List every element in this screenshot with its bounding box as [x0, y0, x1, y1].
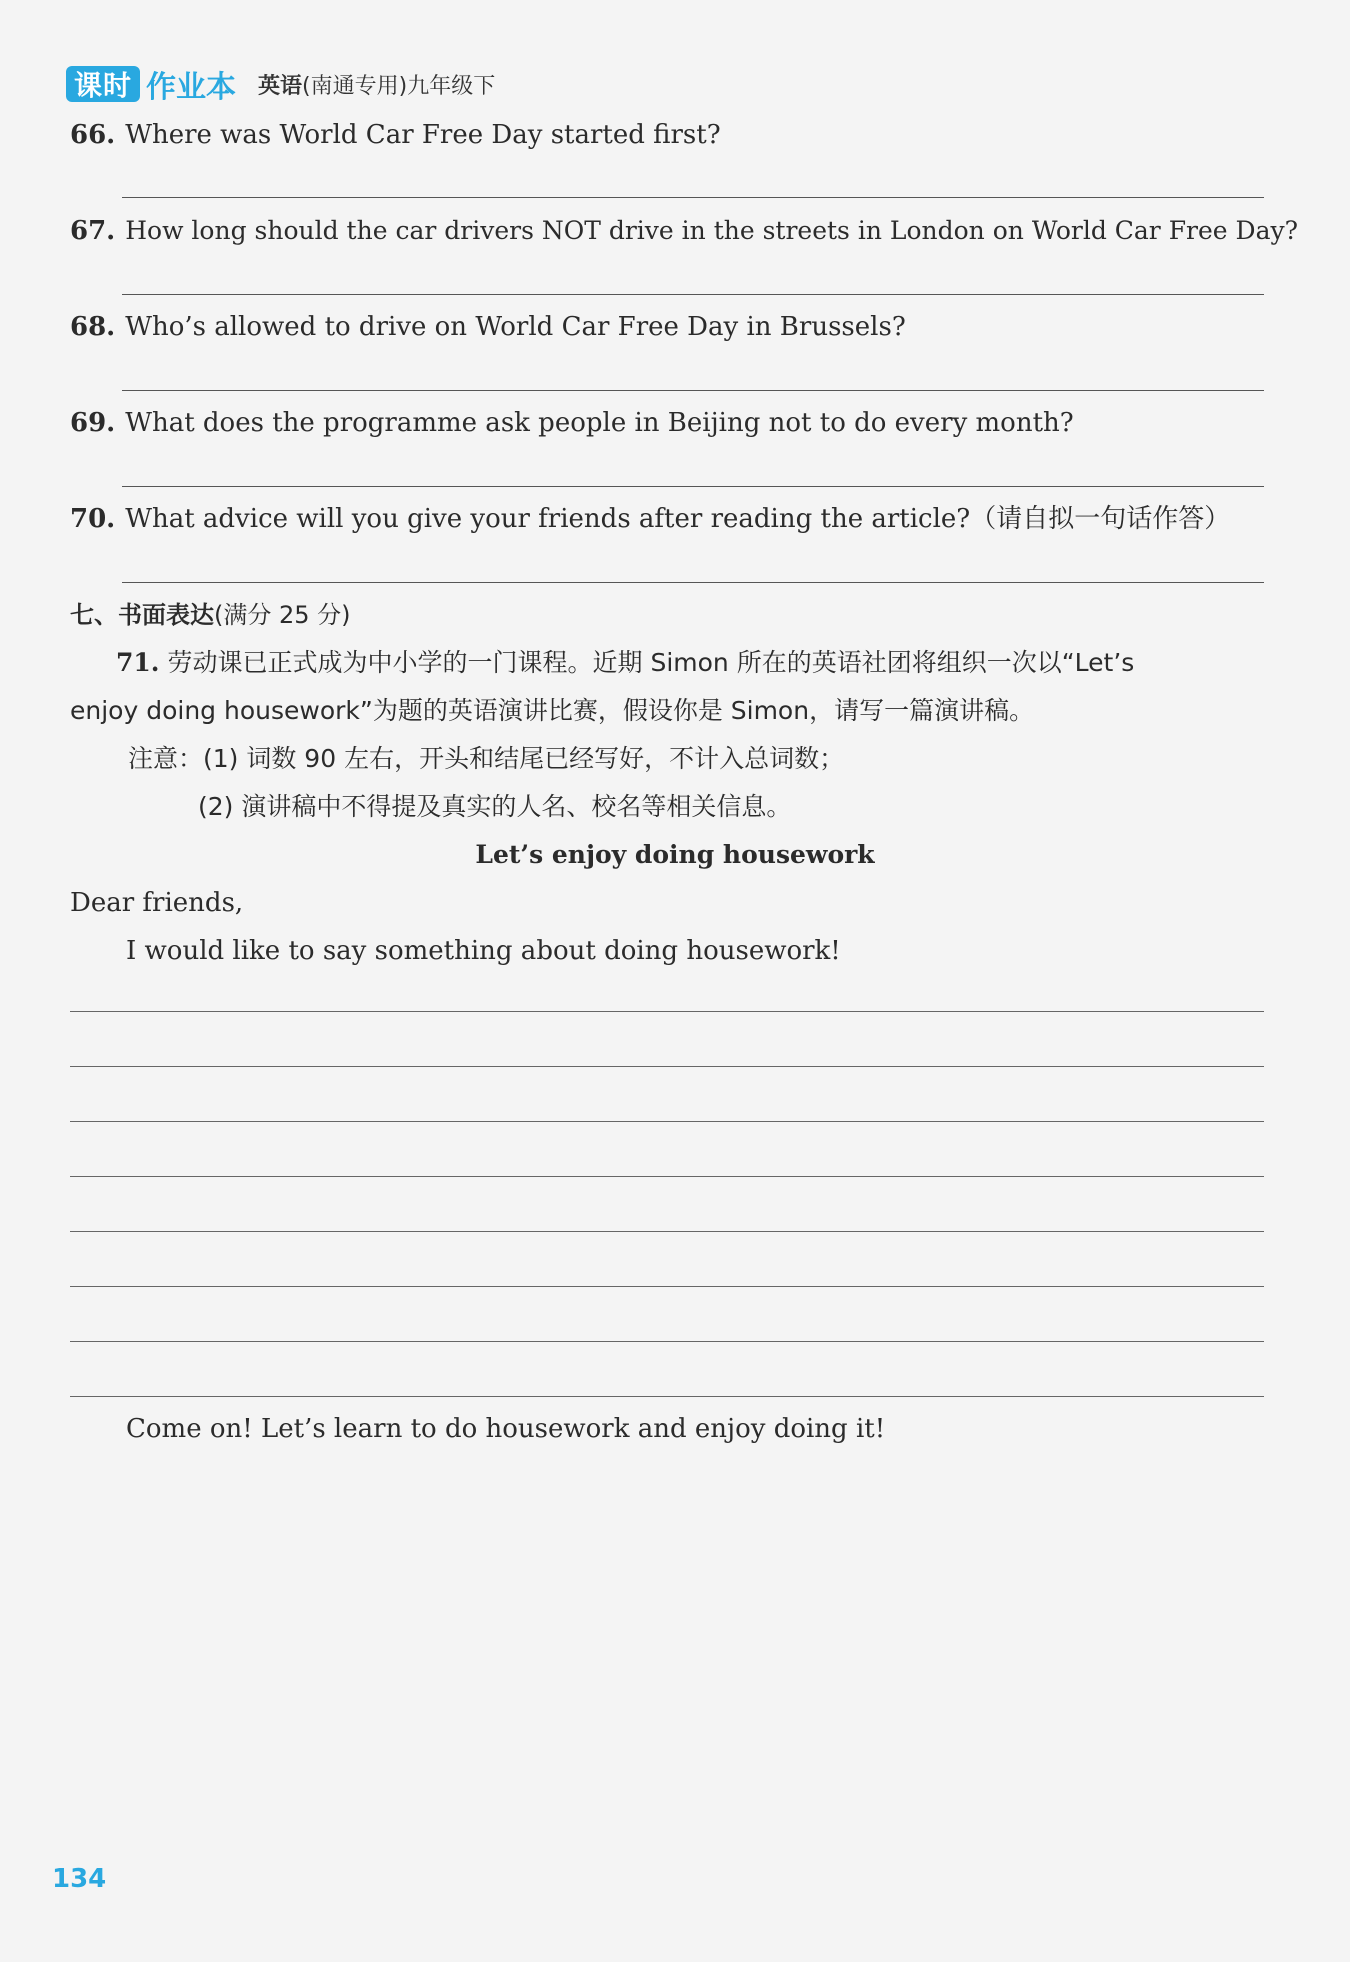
answer-line-67[interactable]: [122, 294, 1264, 295]
writing-line[interactable]: [70, 1176, 1264, 1177]
page-header: [66, 64, 495, 104]
writing-line[interactable]: [70, 1286, 1264, 1287]
section-score: (满分 25 分): [214, 601, 351, 629]
question-66: [70, 118, 721, 152]
writing-line[interactable]: [70, 1121, 1264, 1122]
question-70: [70, 502, 1230, 536]
brand-name: 作业本: [146, 70, 237, 105]
question-text: Where was World Car Free Day started first?: [125, 120, 721, 150]
page-number: 134: [52, 1864, 107, 1894]
question-68: [70, 310, 906, 344]
question-text: Who’s allowed to drive on World Car Free Day in Brussels?: [125, 312, 906, 342]
essay-closing: Come on! Let’s learn to do housework and enjoy doing it!: [126, 1414, 886, 1444]
task-number: 71.: [116, 648, 160, 677]
task-line-1: [116, 646, 1134, 680]
edition-label: (南通专用): [302, 73, 408, 99]
answer-line-69[interactable]: [122, 486, 1264, 487]
writing-line[interactable]: [70, 1396, 1264, 1397]
question-number: 70.: [70, 504, 116, 534]
answer-line-70[interactable]: [122, 582, 1264, 583]
writing-line[interactable]: [70, 1341, 1264, 1342]
task-text-1: 劳动课已正式成为中小学的一门课程。近期 Simon 所在的英语社团将组织一次以“Let’s: [167, 648, 1135, 677]
brand-logo: 课时: [66, 66, 140, 102]
section-heading: [70, 598, 351, 632]
task-note-2: (2) 演讲稿中不得提及真实的人名、校名等相关信息。: [198, 792, 792, 821]
question-number: 69.: [70, 408, 116, 438]
question-number: 68.: [70, 312, 116, 342]
question-text: What does the programme ask people in Beijing not to do every month?: [125, 408, 1074, 438]
question-67: [70, 214, 1298, 248]
writing-line[interactable]: [70, 1066, 1264, 1067]
answer-line-66[interactable]: [122, 197, 1264, 198]
question-text: What advice will you give your friends after reading the article?（请自拟一句话作答）: [125, 504, 1231, 534]
grade-label: 九年级下: [407, 73, 496, 99]
task-line-2: enjoy doing housework”为题的英语演讲比赛，假设你是 Simon，请写一篇演讲稿。: [70, 696, 1035, 725]
section-title: 七、书面表达: [70, 601, 214, 629]
essay-title: Let’s enjoy doing housework: [475, 840, 875, 869]
task-note-1: 注意：(1) 词数 90 左右，开头和结尾已经写好，不计入总词数；: [128, 744, 845, 773]
question-number: 66.: [70, 120, 116, 150]
writing-line[interactable]: [70, 1011, 1264, 1012]
question-69: [70, 406, 1074, 440]
book-subtitle: [258, 69, 495, 100]
essay-greeting: Dear friends,: [70, 888, 244, 918]
question-number: 67.: [70, 216, 116, 246]
question-text: How long should the car drivers NOT drive in the streets in London on World Car Free Day?: [125, 216, 1299, 245]
answer-line-68[interactable]: [122, 390, 1264, 391]
writing-line[interactable]: [70, 1231, 1264, 1232]
subject-label: 英语: [258, 73, 303, 99]
essay-opening: I would like to say something about doing housework!: [126, 936, 841, 966]
